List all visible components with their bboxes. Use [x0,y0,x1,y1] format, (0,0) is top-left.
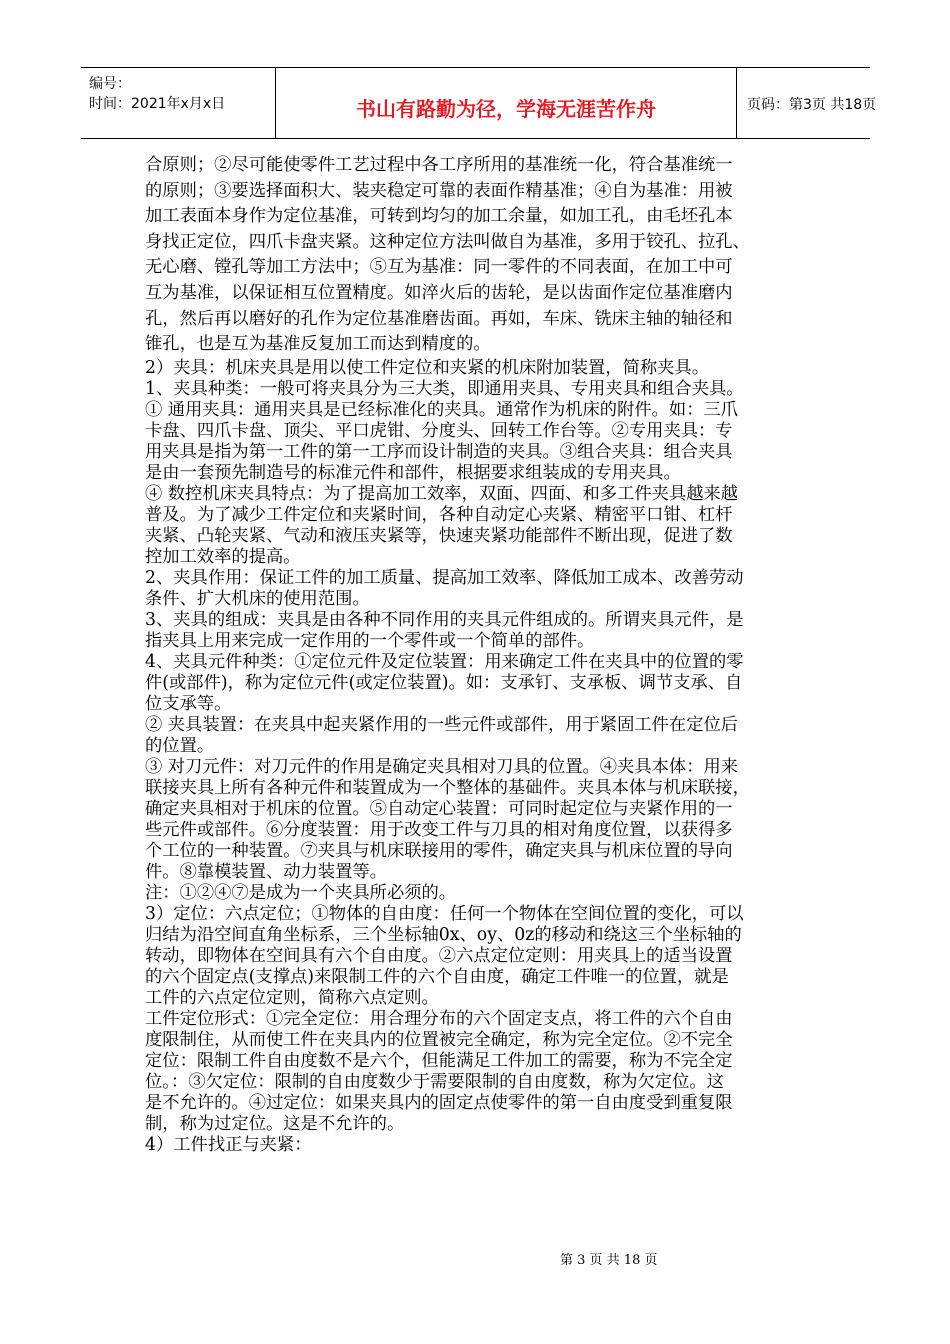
header-motto-cell [276,68,737,138]
body-line: 3、夹具的组成：夹具是由各种不同作用的夹具元件组成的。所谓夹具元件，是 [145,609,744,630]
body-line: 4）工件找正与夹紧： [145,1134,312,1155]
body-line: 的六个固定点(支撑点)来限制工件的六个自由度，确定工件唯一的位置，就是 [145,966,729,987]
body-line: 3）定位：六点定位；①物体的自由度：任何一个物体在空间位置的变化，可以 [145,903,744,924]
body-line: 的位置。 [145,735,215,756]
body-line: 制，称为过定位。这是不允许的。 [145,1113,405,1134]
body-line: 2）夹具：机床夹具是用以使工件定位和夹紧的机床附加装置，简称夹具。 [145,357,709,378]
body-line: 夹紧、凸轮夹紧、气动和液压夹紧等，快速夹紧功能部件不断出现，促进了数 [145,525,733,546]
header-info-cell [81,68,276,138]
body-line: 注：①②④⑦是成为一个夹具所必须的。 [145,882,457,903]
header-motto: 书山有路勤为径，学海无涯苦作舟 [356,97,656,121]
body-line: 身找正定位，四爪卡盘夹紧。这种定位方法叫做自为基准，多用于铰孔、拉孔、 [145,231,750,252]
body-line: 的原则；③要选择面积大、装夹稳定可靠的表面作精基准；④自为基准：用被 [145,180,733,201]
page-header [81,67,877,139]
body-line: 1、夹具种类：一般可将夹具分为三大类，即通用夹具、专用夹具和组合夹具。 [145,378,744,399]
body-line: 用夹具是指为第一工件的第一工序而设计制造的夹具。③组合夹具：组合夹具 [145,441,733,462]
body-line: 转动，即物体在空间具有六个自由度。②六点定位定则：用夹具上的适当设置 [145,945,733,966]
document-code-label: 编号： [89,76,131,92]
document-time-label: 时间：2021年x月x日 [89,96,226,112]
body-line: 位。：③欠定位：限制的自由度数少于需要限制的自由度数，称为欠定位。这 [145,1071,724,1092]
body-line: 定位：限制工件自由度数不是六个，但能满足工件加工的需要，称为不完全定 [145,1050,733,1071]
body-paragraphs-tight [145,358,810,1156]
body-line: 工件的六点定位定则，简称六点定则。 [145,987,439,1008]
body-line: 普及。为了减少工件定位和夹紧时间，各种自动定心夹紧、精密平口钳、杠杆 [145,504,733,525]
body-line: 加工表面本身作为定位基准，可转到均匀的加工余量，如加工孔，由毛坯孔本 [145,206,733,227]
body-line: 位支承等。 [145,693,232,714]
body-line: 无心磨、镗孔等加工方法中；⑤互为基准：同一零件的不同表面，在加工中可 [145,257,733,278]
body-line: 是不允许的。④过定位：如果夹具内的固定点使零件的第一自由度受到重复限 [145,1092,733,1113]
body-line: 工件定位形式：①完全定位：用合理分布的六个固定支点，将工件的六个自由 [145,1008,733,1029]
body-line: 2、夹具作用：保证工件的加工质量、提高加工效率、降低加工成本、改善劳动 [145,567,744,588]
body-line: 归结为沿空间直角坐标系，三个坐标轴0x、oy、0z的移动和绕这三个坐标轴的 [145,924,742,945]
body-line: 条件、扩大机床的使用范围。 [145,588,370,609]
body-line: 卡盘、四爪卡盘、顶尖、平口虎钳、分度头、回转工作台等。②专用夹具：专 [145,420,733,441]
body-line: ② 夹具装置：在夹具中起夹紧作用的一些元件或部件，用于紧固工件在定位后 [145,714,739,735]
body-line: 是由一套预先制造号的标准元件和部件，根据要求组装成的专用夹具。 [145,462,681,483]
body-line: ③ 对刀元件：对刀元件的作用是确定夹具相对刀具的位置。④夹具本体：用来 [145,756,739,777]
body-line: 控加工效率的提高。 [145,546,301,567]
body-line: 锥孔，也是互为基准反复加工而达到精度的。 [145,334,491,355]
body-line: 确定夹具相对于机床的位置。⑤自动定心装置：可同时起定位与夹紧作用的一 [145,798,733,819]
body-line: 合原则；②尽可能使零件工艺过程中各工序所用的基准统一化，符合基准统一 [145,155,733,175]
body-line: ④ 数控机床夹具特点：为了提高加工效率，双面、四面、和多工件夹具越来越 [145,483,739,504]
header-page-cell [737,68,877,138]
document-body [145,153,810,1156]
body-line: 度限制住，从而使工件在夹具内的位置被完全确定，称为完全定位。②不完全 [145,1029,733,1050]
body-line: 个工位的一种装置。⑦夹具与机床联接用的零件，确定夹具与机床位置的导向 [145,840,733,861]
body-line: 互为基准，以保证相互位置精度。如淬火后的齿轮，是以齿面作定位基准磨内 [145,282,733,303]
body-line: ① 通用夹具：通用夹具是已经标准化的夹具。通常作为机床的附件。如：三爪 [145,399,739,420]
body-line: 孔，然后再以磨好的孔作为定位基准磨齿面。再如，车床、铣床主轴的轴径和 [145,308,733,329]
body-line: 些元件或部件。⑥分度装置：用于改变工件与刀具的相对角度位置，以获得多 [145,819,733,840]
page-footer: 第 3 页 共 18 页 [560,1253,658,1268]
body-line: 件(或部件)，称为定位元件(或定位装置)。如：支承钉、支承板、调节支承、自 [145,672,743,693]
body-line: 联接夹具上所有各种元件和装置成为一个整体的基础件。夹具本体与机床联接， [145,777,750,798]
body-line: 件。⑧靠模装置、动力装置等。 [145,861,387,882]
body-line: 指夹具上用来完成一定作用的一个零件或一个简单的部件。 [145,630,595,651]
header-page-info: 页码：第3页 共18页 [747,97,877,113]
body-line: 4、夹具元件种类：①定位元件及定位装置：用来确定工件在夹具中的位置的零 [145,651,744,672]
body-paragraphs-loose [145,153,810,358]
